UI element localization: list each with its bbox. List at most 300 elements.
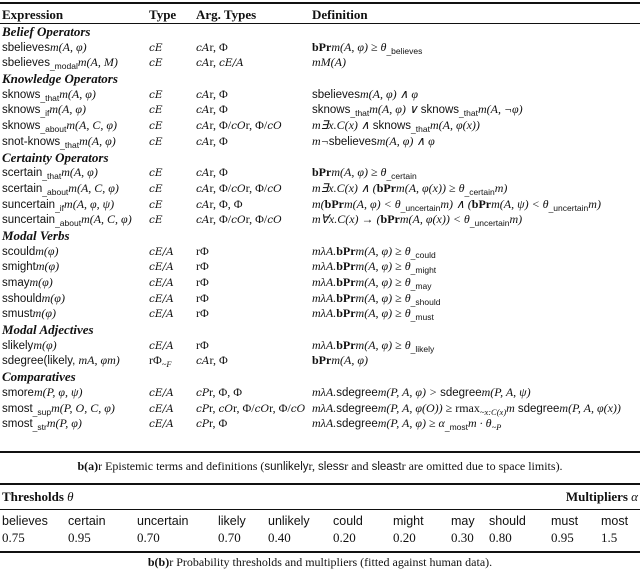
threshold-value: 0.70 — [218, 530, 241, 545]
arg-types-segment: r, Φ — [209, 86, 228, 101]
definition-segment: _most — [444, 422, 468, 433]
threshold-value: 0.95 — [551, 530, 574, 545]
threshold-value: 0.70 — [137, 530, 160, 545]
expression-segment: suncertain — [2, 198, 56, 211]
arg-types-segment: cO — [231, 120, 246, 133]
expression-segment: sknows — [2, 120, 41, 133]
type-segment: cE — [149, 182, 163, 195]
header-type: Type — [149, 7, 177, 22]
expression-segment: smore — [2, 386, 34, 399]
type-segment: cE — [149, 104, 163, 117]
definition-segment: m) — [509, 212, 523, 227]
definition-segment: sbelieves — [328, 135, 377, 148]
table-row — [0, 291, 640, 307]
threshold-name: might — [393, 514, 424, 528]
expression-cell — [0, 40, 149, 56]
table-row — [0, 212, 640, 228]
arg-types-segment: cO — [231, 214, 246, 227]
arg-types-segment: r, Φ, Φ — [209, 196, 243, 211]
definition-segment: _that — [459, 108, 478, 119]
table-row — [0, 181, 640, 197]
arg-types-segment: rΦ — [196, 259, 209, 274]
definition-segment: _believes — [386, 45, 423, 56]
definition-segment: m(A, φ) ≥ θ — [355, 290, 411, 305]
definition-cell — [312, 259, 640, 275]
alpha-symbol: α — [631, 489, 638, 504]
arg-types-cell — [196, 55, 312, 71]
expression-segment: scertain — [2, 182, 43, 195]
definition-segment: bPr — [336, 337, 356, 352]
definition-segment: mλA. — [312, 416, 337, 431]
definition-segment: m(A, φ) ≥ θ — [331, 39, 387, 54]
definition-segment: sdegree — [336, 386, 378, 399]
definition-cell — [312, 353, 640, 369]
type-cell — [149, 102, 196, 118]
definition-segment: bPr — [471, 196, 492, 211]
definition-cell — [312, 87, 640, 103]
expression-segment: m(A, φ) — [49, 39, 87, 54]
bottom-rule-a — [0, 451, 640, 453]
definition-segment: m(A, φ) — [331, 353, 368, 368]
expression-cell — [0, 118, 149, 134]
caption-a — [0, 459, 640, 474]
arg-types-cell — [196, 353, 312, 369]
expression-segment: sbelieves — [2, 41, 50, 54]
definition-segment: _uncertain — [400, 202, 441, 213]
table-row — [0, 385, 640, 401]
definition-segment: m(A, φ) ∨ — [369, 102, 421, 117]
expression-segment: m(φ) — [29, 275, 53, 289]
arg-types-segment: cA — [196, 104, 210, 117]
threshold-value: 0.20 — [393, 530, 416, 545]
threshold-value: 0.95 — [68, 530, 91, 545]
definition-segment: m) — [588, 196, 601, 211]
definition-segment: bPr — [336, 259, 356, 274]
arg-types-segment: rΦ — [196, 290, 209, 305]
definition-cell — [312, 118, 640, 134]
multipliers-label: Multipliers — [565, 489, 628, 504]
expression-segment: m(P, φ) — [46, 416, 82, 431]
expression-cell — [0, 197, 149, 213]
threshold-name: must — [551, 514, 579, 528]
expression-segment: m(P, O, C, φ) — [51, 400, 115, 415]
definition-cell — [312, 102, 640, 118]
threshold-name: likely — [218, 514, 246, 528]
definition-segment: bPr — [380, 212, 400, 227]
definition-segment: mλA. — [312, 306, 337, 321]
arg-types-segment: r, Φ/ — [209, 118, 232, 133]
arg-types-segment: cA — [196, 57, 210, 70]
arg-types-cell — [196, 181, 312, 197]
type-cell — [149, 40, 196, 56]
expression-segment: m(φ) — [33, 337, 57, 352]
expression-segment: m(φ) — [35, 243, 59, 258]
expression-segment: mA, φ — [78, 353, 108, 368]
definition-segment: m(A, ψ) < θ — [491, 196, 549, 211]
arg-types-segment: cO — [254, 402, 270, 415]
type-cell — [149, 244, 196, 260]
arg-types-segment: r, Φ/ — [232, 400, 255, 415]
arg-types-segment: r, Φ — [209, 353, 228, 368]
arg-types-segment: rΦ — [196, 243, 209, 258]
definition-cell — [312, 338, 640, 354]
expression-segment: smight — [2, 261, 36, 274]
definition-segment: rmax — [455, 400, 480, 415]
section-header: Certainty Operators — [2, 149, 109, 165]
arg-types-cell — [196, 87, 312, 103]
definition-segment: m) ∧ ( — [440, 196, 472, 211]
expression-segment: m(A, C, φ) — [81, 212, 132, 227]
definition-segment: _certain — [386, 171, 417, 182]
definition-segment: sknows — [372, 120, 412, 133]
arg-types-segment: cA — [196, 214, 210, 227]
type-cell — [149, 401, 196, 417]
definition-cell — [312, 181, 640, 197]
caption-a-segment: sless — [318, 461, 345, 473]
definition-segment: m(P, A, ψ) — [481, 384, 531, 399]
definition-cell — [312, 197, 640, 213]
type-cell — [149, 87, 196, 103]
expression-segment: _that — [40, 92, 60, 103]
expression-segment: m(P, φ, ψ) — [33, 384, 83, 399]
definition-segment: _must — [410, 312, 434, 323]
type-segment: cE — [149, 198, 163, 211]
arg-types-segment: cA — [196, 135, 210, 148]
threshold-value: 0.80 — [489, 530, 512, 545]
expression-cell — [0, 385, 149, 401]
section-header: Comparatives — [2, 369, 76, 385]
definition-segment: m(A, φ) < θ — [344, 196, 401, 211]
arg-types-segment: r, Φ, Φ — [208, 384, 243, 399]
arg-types-segment: cO — [267, 120, 282, 133]
arg-types-segment: cO — [267, 214, 282, 227]
threshold-name: may — [451, 514, 475, 528]
definition-segment: bPr — [336, 275, 356, 289]
arg-types-segment: cA — [196, 167, 210, 180]
definition-segment: mλA. — [312, 275, 337, 289]
definition-cell — [312, 401, 640, 417]
table-row — [0, 134, 640, 150]
arg-types-cell — [196, 259, 312, 275]
definition-segment: _may — [410, 281, 432, 291]
definition-segment: bPr — [336, 306, 356, 321]
definition-cell — [312, 275, 640, 291]
arg-types-segment: cO — [218, 402, 233, 415]
thresholds-header — [2, 489, 74, 505]
threshold-name: most — [601, 514, 629, 528]
arg-types-segment: cA — [196, 355, 210, 368]
definition-cell — [312, 40, 640, 56]
definition-segment: m(A, φ) ≥ θ — [331, 165, 387, 180]
table-row — [0, 40, 640, 56]
definition-segment: m(A, φ) ≥ θ — [355, 337, 411, 352]
definition-segment: m(P, A, φ(O)) ≥ — [377, 400, 456, 415]
table-header — [0, 5, 640, 24]
type-cell — [149, 55, 196, 71]
table-row — [0, 306, 640, 322]
threshold-value: 0.75 — [2, 530, 25, 545]
expression-segment: m) — [107, 353, 120, 368]
definition-segment: _that — [411, 124, 430, 135]
top-rule — [0, 2, 640, 4]
table-row — [0, 338, 640, 354]
expression-segment: smust — [2, 308, 33, 321]
caption-a-segment: r, — [308, 459, 319, 473]
definition-segment: m(A, φ(x)) — [429, 118, 480, 133]
arg-types-segment: cP — [196, 418, 209, 431]
definition-segment: m∀x.C(x) → ( — [312, 212, 381, 227]
definition-segment: ~x:C(x) — [479, 406, 507, 417]
caption-a-segment: r are omitted due to space limits). — [401, 459, 563, 473]
arg-types-cell — [196, 102, 312, 118]
type-segment: cE — [149, 214, 163, 227]
table-row — [0, 259, 640, 275]
definition-cell — [312, 55, 640, 71]
expression-segment: slikely — [2, 339, 34, 352]
expression-cell — [0, 259, 149, 275]
expression-segment: scould — [2, 245, 36, 258]
expression-cell — [0, 291, 149, 307]
arg-types-segment: r, Φ/ — [245, 118, 268, 133]
type-cell — [149, 165, 196, 181]
definition-segment: m(A, ¬φ) — [477, 102, 523, 117]
definition-cell — [312, 212, 640, 228]
arg-types-cell — [196, 385, 312, 401]
table-row — [0, 55, 640, 71]
type-cell — [149, 134, 196, 150]
definition-segment: m(A, φ) ≥ θ — [355, 259, 411, 274]
type-cell — [149, 385, 196, 401]
definition-segment: sdegree — [336, 418, 378, 431]
definition-segment: m(P, A, φ) > — [377, 384, 441, 399]
header-expression: Expression — [2, 7, 64, 22]
arg-types-cell — [196, 40, 312, 56]
type-cell — [149, 338, 196, 354]
expression-cell — [0, 102, 149, 118]
definition-segment: m∃x.C(x) ∧ — [312, 118, 373, 133]
type-segment: cE — [149, 57, 163, 70]
caption-b-segment: r Probability thresholds and multipliers (fitted against human data). — [169, 555, 493, 569]
definition-segment: m¬ — [312, 133, 329, 148]
definition-segment: m — [506, 400, 518, 415]
type-segment: cE/A — [149, 402, 174, 415]
expression-cell — [0, 353, 149, 369]
definition-segment: ~P — [491, 422, 502, 433]
table-row — [0, 401, 640, 417]
expression-segment: m(φ) — [35, 259, 60, 274]
expression-segment: sdegree(likely, — [2, 355, 79, 368]
table-row — [0, 87, 640, 103]
caption-a-segment: r and — [344, 459, 372, 473]
definition-segment: m∃x.C(x) ∧ ( — [312, 180, 377, 195]
type-cell — [149, 275, 196, 291]
expression-cell — [0, 244, 149, 260]
header-arg-types: Arg. Types — [196, 7, 257, 22]
caption-a-segment: b(a) — [77, 459, 99, 473]
arg-types-segment: cA — [196, 88, 210, 101]
caption-a-segment: sunlikely — [264, 461, 309, 473]
threshold-value: 0.20 — [333, 530, 356, 545]
arg-types-segment: cE/A — [218, 57, 244, 70]
definition-segment: bPr — [376, 180, 397, 195]
definition-segment: mλA. — [312, 290, 337, 305]
expression-segment: suncertain — [2, 214, 56, 227]
expression-segment: snot-knows — [2, 135, 61, 148]
table-row — [0, 353, 640, 369]
expression-segment: sknows — [2, 88, 41, 101]
expression-segment: sshould — [2, 292, 42, 305]
type-segment: cE/A — [149, 418, 174, 431]
bottom-rule-b — [0, 551, 640, 553]
definition-segment: bPr — [324, 196, 345, 211]
expression-segment: smost — [2, 402, 33, 415]
arg-types-segment: rΦ — [196, 306, 209, 321]
arg-types-segment: cA — [196, 41, 210, 54]
definition-segment: _might — [410, 265, 437, 276]
caption-b — [0, 555, 640, 570]
definition-segment: m(A, φ) ∧ φ — [376, 133, 435, 148]
table-row — [0, 118, 640, 134]
arg-types-cell — [196, 244, 312, 260]
definition-segment: bPr — [312, 39, 332, 54]
thresholds-label: Thresholds — [2, 489, 64, 504]
arg-types-segment: cO — [290, 402, 306, 415]
expression-cell — [0, 401, 149, 417]
arg-types-segment: r, Φ — [209, 102, 228, 117]
threshold-name: should — [489, 514, 526, 528]
arg-types-segment: r, Φ — [208, 416, 228, 431]
caption-b-segment: b(b) — [147, 555, 170, 569]
definition-segment: _that — [350, 108, 370, 119]
arg-types-segment: r, Φ/ — [209, 212, 232, 227]
definition-segment: bPr — [312, 353, 332, 368]
definition-segment: bPr — [336, 243, 356, 258]
table-row — [0, 197, 640, 213]
arg-types-cell — [196, 291, 312, 307]
definition-segment: sdegree — [517, 402, 560, 415]
expression-segment: _that — [60, 139, 80, 150]
expression-segment: _sup — [32, 406, 52, 417]
definition-segment: mλA. — [312, 384, 337, 399]
arg-types-cell — [196, 275, 312, 291]
theta-symbol: θ — [67, 489, 74, 504]
definition-cell — [312, 416, 640, 432]
type-segment: cE/A — [149, 308, 174, 321]
arg-types-segment: r, — [208, 400, 219, 415]
type-segment: cE/A — [149, 245, 174, 258]
definition-segment: m(A, φ) ≥ θ — [355, 275, 411, 289]
header-definition: Definition — [312, 7, 368, 22]
definition-segment: m(P, A, φ(x)) — [559, 400, 621, 415]
expression-segment: m(φ) — [32, 306, 56, 321]
expression-segment: m(A, M) — [77, 55, 118, 70]
expression-segment: _if — [40, 108, 50, 119]
definition-segment: m(A, φ(x)) < θ — [399, 212, 470, 227]
definition-segment: m( — [312, 196, 325, 211]
definition-segment: m(A, φ(x)) ≥ θ — [396, 180, 465, 195]
threshold-value: 1.5 — [601, 530, 618, 545]
arg-types-cell — [196, 134, 312, 150]
type-segment: cE/A — [149, 261, 174, 274]
definition-cell — [312, 306, 640, 322]
arg-types-segment: r, Φ — [209, 165, 228, 180]
expression-segment: _that — [42, 171, 62, 182]
table-row — [0, 244, 640, 260]
definition-segment: mλA. — [312, 243, 337, 258]
expression-cell — [0, 212, 149, 228]
arg-types-cell — [196, 306, 312, 322]
type-segment: cE/A — [149, 339, 174, 352]
definition-cell — [312, 134, 640, 150]
arg-types-cell — [196, 338, 312, 354]
expression-segment: _if — [55, 202, 65, 213]
definition-segment: _could — [410, 249, 436, 260]
arg-types-cell — [196, 118, 312, 134]
expression-segment: m(φ) — [41, 290, 65, 305]
arg-types-cell — [196, 401, 312, 417]
expression-segment: m(A, φ) — [59, 86, 96, 101]
expression-cell — [0, 275, 149, 291]
definition-segment: m(A, φ) ∧ φ — [359, 86, 419, 101]
type-segment: cE/A — [149, 292, 174, 305]
expression-cell — [0, 55, 149, 71]
arg-types-segment: r, Φ/ — [245, 180, 268, 195]
type-cell — [149, 118, 196, 134]
definition-segment: m(A, φ) ≥ θ — [355, 306, 411, 321]
definition-cell — [312, 291, 640, 307]
definition-segment: mλA. — [312, 400, 337, 415]
expression-cell — [0, 338, 149, 354]
type-segment: cE — [149, 120, 163, 133]
arg-types-segment: rΦ — [196, 337, 209, 352]
type-segment: ~F — [161, 359, 172, 370]
caption-a-segment: r Epistemic terms and definitions ( — [98, 459, 265, 473]
arg-types-segment: r, — [209, 55, 219, 70]
definition-segment: sdegree — [336, 402, 378, 415]
header-rule — [0, 23, 640, 24]
type-segment: cE — [149, 88, 163, 101]
expression-cell — [0, 165, 149, 181]
arg-types-segment: cP — [196, 402, 209, 415]
type-segment: cE/A — [149, 386, 174, 399]
type-cell — [149, 353, 196, 369]
expression-segment: sknows — [2, 104, 41, 117]
type-segment: cE — [149, 167, 163, 180]
arg-types-segment: rΦ — [196, 275, 209, 289]
table-row — [0, 416, 640, 432]
header-rule-b — [0, 509, 640, 510]
threshold-name: unlikely — [268, 514, 310, 528]
threshold-name: could — [333, 514, 363, 528]
definition-segment: _likely — [410, 343, 435, 354]
section-header: Modal Adjectives — [2, 322, 94, 338]
arg-types-segment: cO — [231, 182, 246, 195]
type-segment: rΦ — [149, 353, 162, 368]
definition-segment: _uncertain — [548, 202, 589, 213]
threshold-value: 0.40 — [268, 530, 291, 545]
type-cell — [149, 197, 196, 213]
definition-segment: m(P, A, φ) ≥ α — [377, 416, 445, 431]
expression-segment: m(A, φ, ψ) — [64, 196, 115, 211]
definition-segment: bPr — [312, 165, 332, 180]
definition-segment: mλA. — [312, 259, 337, 274]
definition-segment: m · θ — [468, 416, 492, 431]
expression-segment: _modal — [49, 61, 78, 72]
type-cell — [149, 259, 196, 275]
arg-types-segment: cA — [196, 198, 210, 211]
expression-cell — [0, 416, 149, 432]
threshold-name: certain — [68, 514, 106, 528]
